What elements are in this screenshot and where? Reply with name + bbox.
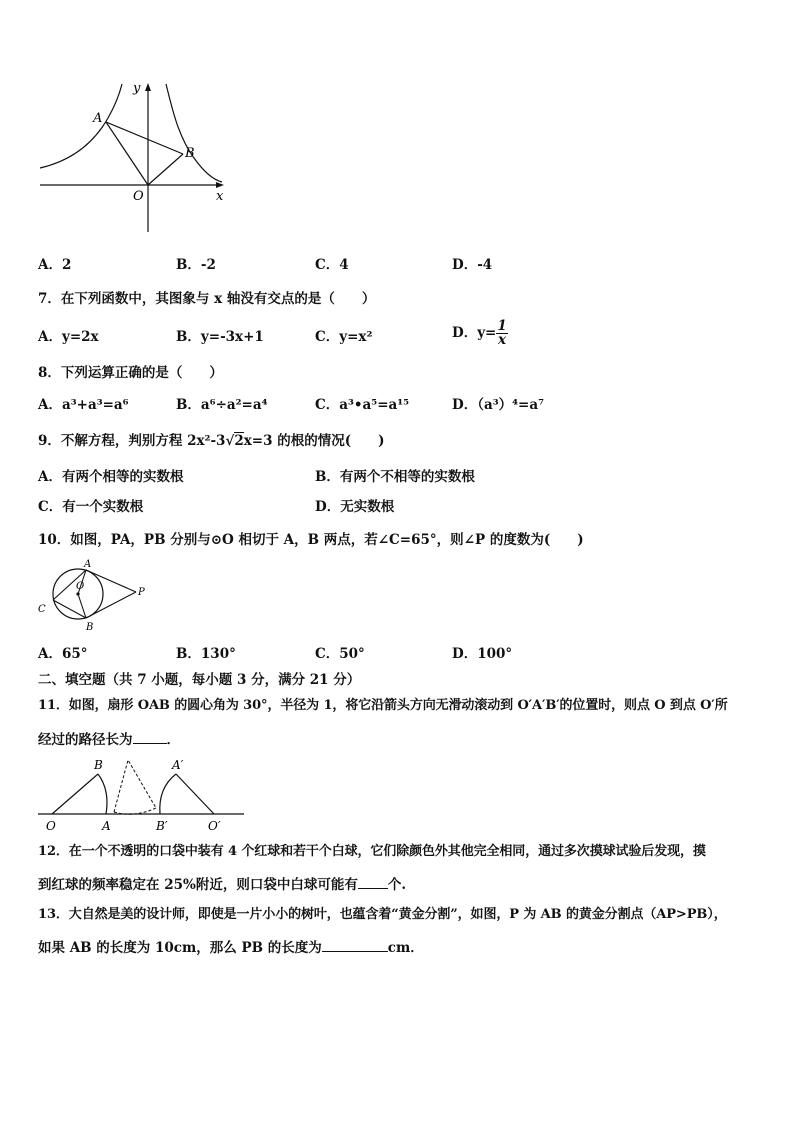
q6-option-c: C．4 (315, 257, 349, 273)
q10-option-a: A．65° (38, 646, 88, 662)
q6-option-d: D．-4 (452, 257, 493, 273)
q10-label-a: A (84, 559, 92, 570)
q11-label-a: A (102, 819, 111, 833)
q11-line2 (38, 729, 180, 749)
q10-label-c: C (38, 604, 46, 615)
q10-option-c: C．50° (315, 646, 365, 662)
q11-line2-after: ． (166, 732, 180, 748)
q8-stem: 8．下列运算正确的是（ ） (38, 365, 223, 381)
q9-stem-after: x=3 的根的情况( ) (243, 433, 385, 449)
q7-option-d (452, 320, 508, 347)
q9-stem (38, 432, 384, 450)
q13-line2-before: 如果 AB 的长度为 10cm，那么 PB 的长度为 (38, 940, 322, 956)
q7-option-c: C．y=x² (315, 329, 373, 345)
q11-label-b: B (94, 758, 103, 772)
q9-option-b: B．有两个不相等的实数根 (315, 469, 475, 485)
q11-answer-blank[interactable] (133, 729, 167, 744)
q7-option-a: A．y=2x (38, 329, 99, 345)
q10-label-p: P (138, 587, 145, 598)
q13-answer-blank[interactable] (322, 937, 388, 952)
q6-label-x: x (216, 189, 224, 204)
sqrt-icon: √ (225, 433, 235, 449)
q11-label-b2: B′ (156, 819, 168, 833)
section2-heading: 二、填空题（共 7 小题，每小题 3 分，满分 21 分） (38, 672, 361, 688)
q9-option-a: A．有两个相等的实数根 (38, 469, 184, 485)
q11-label-a2: A′ (172, 758, 184, 772)
q11-line2-before: 经过的路径长为 (38, 732, 133, 748)
q9-option-d: D．无实数根 (315, 499, 395, 515)
q6-label-a: A (93, 111, 103, 126)
q9-sqrt-value: 2 (234, 433, 244, 449)
q6-option-a: A．2 (38, 257, 72, 273)
q7-option-d-label: D．y= (452, 325, 497, 341)
q10-figure (34, 556, 154, 636)
q9-sqrt (225, 432, 243, 450)
q8-option-d: D．（a³）⁴=a⁷ (452, 397, 545, 413)
q11-label-o: O (46, 819, 56, 833)
q10-option-d: D．100° (452, 646, 513, 662)
q13-line2 (38, 937, 424, 957)
q8-option-b: B．a⁶÷a²=a⁴ (176, 397, 268, 413)
q7-frac-den: x (498, 332, 507, 348)
q10-label-o: O (76, 581, 85, 592)
q6-figure (36, 78, 236, 238)
q7-frac-num: 1 (497, 318, 507, 334)
q6-label-y: y (133, 81, 141, 96)
q8-option-a: A．a³+a³=a⁶ (38, 397, 129, 413)
q6-option-b: B．-2 (176, 257, 216, 273)
q10-stem: 10．如图，PA，PB 分别与⊙O 相切于 A，B 两点，若∠C=65°，则∠P 的度数为( ) (38, 532, 584, 548)
q6-label-o: O (133, 189, 144, 204)
q11-line1: 11．如图，扇形 OAB 的圆心角为 30°，半径为 1，将它沿箭头方向无滑动滚动到 O′A′B′的位置时，则点 O 到点 O′所 (38, 698, 728, 713)
q13-line1: 13．大自然是美的设计师，即使是一片小小的树叶，也蕴含着“黄金分割”，如图，P 为 AB 的黄金分割点（AP>PB）， (38, 907, 727, 922)
q10-option-b: B．130° (176, 646, 236, 662)
q8-option-c: C．a³•a⁵=a¹⁵ (315, 397, 410, 413)
q10-label-b: B (86, 622, 94, 633)
q7-fraction (496, 320, 507, 347)
q12-line2 (38, 874, 406, 894)
q13-line2-after: cm． (387, 940, 424, 956)
q9-option-c: C．有一个实数根 (38, 499, 144, 515)
q12-line2-before: 到红球的频率稳定在 25%附近，则口袋中白球可能有 (38, 877, 358, 893)
q11-label-o2: O′ (208, 819, 221, 833)
q11-figure (36, 754, 246, 834)
q6-label-b: B (185, 146, 195, 161)
q7-stem: 7．在下列函数中，其图象与 x 轴没有交点的是（ ） (38, 291, 376, 307)
q12-answer-blank[interactable] (358, 874, 388, 889)
q12-line2-after: 个. (387, 877, 407, 893)
q9-stem-before: 9．不解方程，判别方程 2x²-3 (38, 433, 226, 449)
q7-option-b: B．y=-3x+1 (176, 329, 264, 345)
q12-line1: 12．在一个不透明的口袋中装有 4 个红球和若干个白球，它们除颜色外其他完全相同，通过多次摸球试验后发现，摸 (38, 844, 706, 859)
